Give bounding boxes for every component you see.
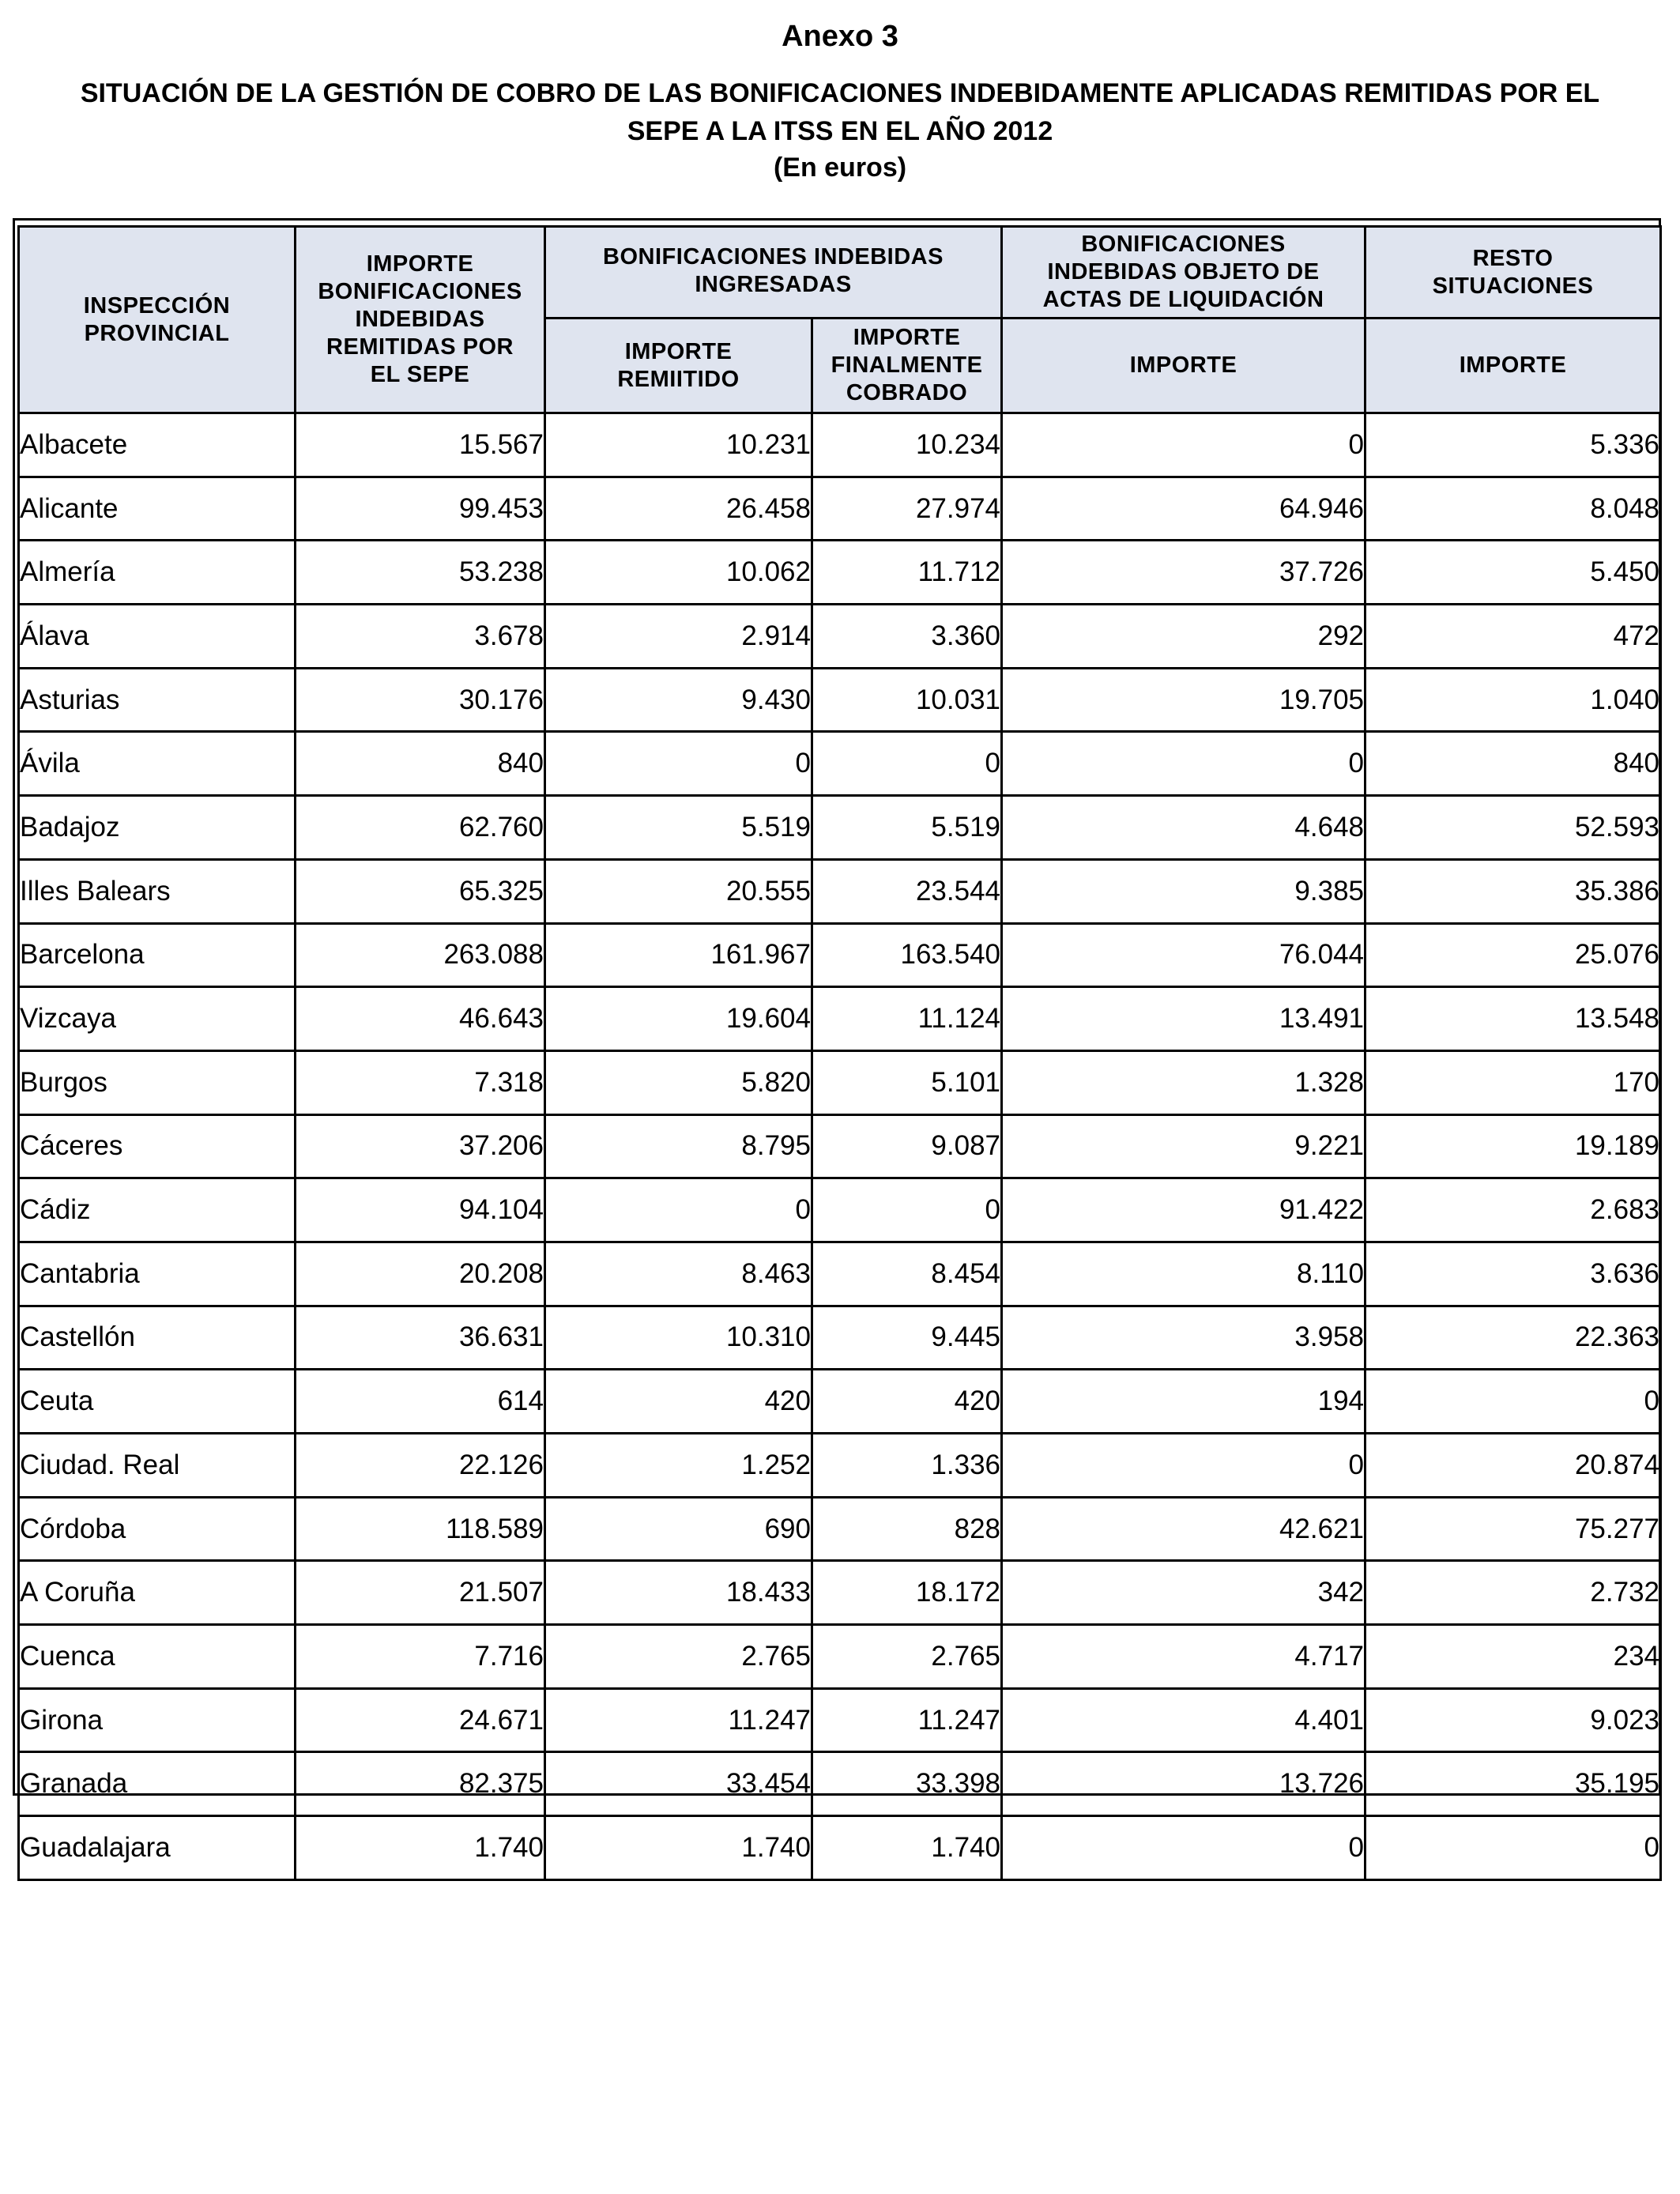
header-inspeccion-provincial <box>19 227 296 413</box>
cell-provincia: Almería <box>19 541 296 605</box>
cell-importe-remitidas: 36.631 <box>296 1306 545 1370</box>
header-text: INGRESADAS <box>695 272 852 297</box>
table-row <box>19 477 1661 541</box>
cell-importe-remitido: 26.458 <box>545 477 812 541</box>
cell-provincia: Ceuta <box>19 1370 296 1434</box>
table-row <box>19 605 1661 669</box>
cell-importe-remitido: 5.820 <box>545 1050 812 1114</box>
cell-importe-actas: 292 <box>1002 605 1365 669</box>
cell-importe-remitido: 5.519 <box>545 796 812 860</box>
cell-importe-resto: 170 <box>1365 1050 1661 1114</box>
table-row <box>19 796 1661 860</box>
cell-importe-remitidas: 21.507 <box>296 1561 545 1625</box>
cell-importe-remitido: 10.231 <box>545 413 812 477</box>
cell-importe-remitidas: 46.643 <box>296 987 545 1051</box>
cell-importe-remitido: 690 <box>545 1497 812 1561</box>
title-line-2: SEPE A LA ITSS EN EL AÑO 2012 <box>627 116 1053 146</box>
cell-importe-remitido: 19.604 <box>545 987 812 1051</box>
cell-provincia: Cuenca <box>19 1625 296 1689</box>
table-row <box>19 1625 1661 1689</box>
cell-provincia: Guadalajara <box>19 1816 296 1880</box>
header-text: ACTAS DE LIQUIDACIÓN <box>1042 287 1324 312</box>
cell-provincia: Castellón <box>19 1306 296 1370</box>
cell-importe-remitidas: 65.325 <box>296 859 545 923</box>
header-text: BONIFICACIONES INDEBIDAS <box>603 244 944 270</box>
cell-importe-remitido: 10.310 <box>545 1306 812 1370</box>
bonificaciones-table <box>17 225 1662 1881</box>
cell-provincia: Illes Balears <box>19 859 296 923</box>
cell-importe-remitido: 9.430 <box>545 668 812 732</box>
cell-importe-cobrado: 5.101 <box>812 1050 1002 1114</box>
cell-importe-remitidas: 22.126 <box>296 1434 545 1498</box>
cell-importe-remitido: 1.740 <box>545 1816 812 1880</box>
cell-provincia: Burgos <box>19 1050 296 1114</box>
cell-importe-resto: 9.023 <box>1365 1688 1661 1752</box>
cell-importe-actas: 0 <box>1002 1816 1365 1880</box>
cell-importe-cobrado: 11.247 <box>812 1688 1002 1752</box>
cell-importe-resto: 13.548 <box>1365 987 1661 1051</box>
cell-importe-resto: 234 <box>1365 1625 1661 1689</box>
cell-importe-cobrado: 420 <box>812 1370 1002 1434</box>
header-text: REMITIDAS POR <box>326 334 514 360</box>
cell-importe-actas: 0 <box>1002 1434 1365 1498</box>
header-text: SITUACIONES <box>1432 273 1594 299</box>
cell-importe-remitidas: 614 <box>296 1370 545 1434</box>
cell-importe-cobrado: 1.740 <box>812 1816 1002 1880</box>
cell-provincia: Badajoz <box>19 796 296 860</box>
cell-importe-remitidas: 3.678 <box>296 605 545 669</box>
cell-provincia: Girona <box>19 1688 296 1752</box>
cell-provincia: A Coruña <box>19 1561 296 1625</box>
cell-importe-resto: 52.593 <box>1365 796 1661 860</box>
table-row <box>19 1497 1661 1561</box>
cell-importe-actas: 91.422 <box>1002 1178 1365 1242</box>
cell-provincia: Córdoba <box>19 1497 296 1561</box>
cell-importe-cobrado: 11.124 <box>812 987 1002 1051</box>
table-row <box>19 1178 1661 1242</box>
table-row <box>19 1050 1661 1114</box>
cell-importe-actas: 4.401 <box>1002 1688 1365 1752</box>
cell-provincia: Barcelona <box>19 923 296 987</box>
cell-importe-remitidas: 1.740 <box>296 1816 545 1880</box>
header-resto-situaciones <box>1365 227 1661 319</box>
table-row <box>19 732 1661 796</box>
cell-importe-resto: 20.874 <box>1365 1434 1661 1498</box>
cell-importe-remitidas: 24.671 <box>296 1688 545 1752</box>
cell-provincia: Álava <box>19 605 296 669</box>
cell-importe-cobrado: 27.974 <box>812 477 1002 541</box>
cell-importe-resto: 472 <box>1365 605 1661 669</box>
header-text: IMPORTE <box>624 338 733 364</box>
cell-importe-resto: 2.683 <box>1365 1178 1661 1242</box>
cell-importe-cobrado: 1.336 <box>812 1434 1002 1498</box>
cell-importe-remitido: 2.914 <box>545 605 812 669</box>
cell-importe-remitidas: 99.453 <box>296 477 545 541</box>
table-row <box>19 987 1661 1051</box>
cell-importe-resto: 0 <box>1365 1370 1661 1434</box>
cell-importe-remitidas: 82.375 <box>296 1752 545 1816</box>
cell-importe-cobrado: 10.234 <box>812 413 1002 477</box>
cell-importe-remitidas: 37.206 <box>296 1114 545 1178</box>
cell-importe-actas: 3.958 <box>1002 1306 1365 1370</box>
cell-importe-remitido: 10.062 <box>545 541 812 605</box>
cell-provincia: Ávila <box>19 732 296 796</box>
cell-importe-cobrado: 5.519 <box>812 796 1002 860</box>
cell-importe-actas: 8.110 <box>1002 1242 1365 1306</box>
cell-importe-resto: 3.636 <box>1365 1242 1661 1306</box>
title-line-1: SITUACIÓN DE LA GESTIÓN DE COBRO DE LAS BONIFICACIONES INDEBIDAMENTE APLICADAS REMITIDAS POR EL <box>80 78 1600 108</box>
table-row <box>19 1370 1661 1434</box>
cell-importe-resto: 5.450 <box>1365 541 1661 605</box>
cell-importe-actas: 42.621 <box>1002 1497 1365 1561</box>
header-text: PROVINCIAL <box>84 320 230 346</box>
cell-importe-remitido: 8.795 <box>545 1114 812 1178</box>
cell-importe-remitidas: 263.088 <box>296 923 545 987</box>
cell-importe-remitido: 20.555 <box>545 859 812 923</box>
table-row <box>19 541 1661 605</box>
cell-importe-resto: 1.040 <box>1365 668 1661 732</box>
header-text: EL SEPE <box>370 362 470 387</box>
cell-importe-remitidas: 840 <box>296 732 545 796</box>
cell-importe-actas: 9.221 <box>1002 1114 1365 1178</box>
cell-importe-cobrado: 18.172 <box>812 1561 1002 1625</box>
table-body <box>19 413 1661 1880</box>
cell-importe-actas: 1.328 <box>1002 1050 1365 1114</box>
cell-importe-remitido: 1.252 <box>545 1434 812 1498</box>
cell-importe-remitido: 11.247 <box>545 1688 812 1752</box>
table-row <box>19 1306 1661 1370</box>
cell-importe-remitidas: 7.716 <box>296 1625 545 1689</box>
cell-importe-cobrado: 0 <box>812 1178 1002 1242</box>
cell-provincia: Alicante <box>19 477 296 541</box>
cell-importe-resto: 22.363 <box>1365 1306 1661 1370</box>
cell-provincia: Ciudad. Real <box>19 1434 296 1498</box>
cell-importe-cobrado: 23.544 <box>812 859 1002 923</box>
header-text: INDEBIDAS OBJETO DE <box>1047 259 1320 285</box>
cell-importe-actas: 76.044 <box>1002 923 1365 987</box>
cell-importe-resto: 8.048 <box>1365 477 1661 541</box>
cell-importe-remitido: 161.967 <box>545 923 812 987</box>
cell-importe-cobrado: 33.398 <box>812 1752 1002 1816</box>
cell-importe-actas: 4.648 <box>1002 796 1365 860</box>
table-row <box>19 1688 1661 1752</box>
cell-importe-actas: 64.946 <box>1002 477 1365 541</box>
header-text: COBRADO <box>846 380 968 405</box>
cell-importe-cobrado: 828 <box>812 1497 1002 1561</box>
header-text: REMIITIDO <box>617 366 740 392</box>
cell-importe-cobrado: 0 <box>812 732 1002 796</box>
annex-title: Anexo 3 <box>782 20 898 53</box>
header-text: IMPORTE <box>366 251 474 277</box>
cell-importe-resto: 75.277 <box>1365 1497 1661 1561</box>
cell-importe-resto: 19.189 <box>1365 1114 1661 1178</box>
table-row <box>19 859 1661 923</box>
cell-importe-remitido: 420 <box>545 1370 812 1434</box>
table-row <box>19 1561 1661 1625</box>
table-row <box>19 413 1661 477</box>
header-importe-finalmente-cobrado <box>812 319 1002 413</box>
cell-importe-remitido: 0 <box>545 1178 812 1242</box>
cell-importe-cobrado: 11.712 <box>812 541 1002 605</box>
cell-importe-remitidas: 118.589 <box>296 1497 545 1561</box>
cell-provincia: Vizcaya <box>19 987 296 1051</box>
cell-importe-actas: 342 <box>1002 1561 1365 1625</box>
cell-importe-resto: 2.732 <box>1365 1561 1661 1625</box>
table-row <box>19 1752 1661 1816</box>
cell-importe-remitido: 18.433 <box>545 1561 812 1625</box>
cell-importe-cobrado: 9.445 <box>812 1306 1002 1370</box>
cell-importe-actas: 13.726 <box>1002 1752 1365 1816</box>
cell-provincia: Albacete <box>19 413 296 477</box>
cell-importe-actas: 0 <box>1002 732 1365 796</box>
table-row <box>19 1114 1661 1178</box>
cell-importe-remitidas: 15.567 <box>296 413 545 477</box>
header-importe-remitidas <box>296 227 545 413</box>
cell-provincia: Cádiz <box>19 1178 296 1242</box>
header-text: RESTO <box>1472 245 1554 271</box>
cell-importe-remitido: 8.463 <box>545 1242 812 1306</box>
header-bonificaciones-ingresadas <box>545 227 1002 319</box>
cell-provincia: Cáceres <box>19 1114 296 1178</box>
cell-importe-cobrado: 8.454 <box>812 1242 1002 1306</box>
table-row <box>19 1242 1661 1306</box>
document-title <box>8 74 1672 150</box>
cell-importe-actas: 9.385 <box>1002 859 1365 923</box>
cell-importe-remitido: 33.454 <box>545 1752 812 1816</box>
table-row <box>19 923 1661 987</box>
cell-importe-remitidas: 20.208 <box>296 1242 545 1306</box>
cell-importe-resto: 25.076 <box>1365 923 1661 987</box>
cell-importe-remitido: 0 <box>545 732 812 796</box>
cell-importe-cobrado: 2.765 <box>812 1625 1002 1689</box>
header-text: BONIFICACIONES <box>318 279 522 304</box>
cell-importe-actas: 4.717 <box>1002 1625 1365 1689</box>
cell-importe-remitidas: 53.238 <box>296 541 545 605</box>
header-importe-actas: IMPORTE <box>1002 319 1365 413</box>
cell-provincia: Asturias <box>19 668 296 732</box>
cell-importe-resto: 5.336 <box>1365 413 1661 477</box>
header-text: BONIFICACIONES <box>1081 232 1286 257</box>
units-note: (En euros) <box>773 153 907 183</box>
cell-importe-actas: 19.705 <box>1002 668 1365 732</box>
cell-importe-remitidas: 30.176 <box>296 668 545 732</box>
cell-importe-actas: 0 <box>1002 413 1365 477</box>
table-row <box>19 1434 1661 1498</box>
header-importe-resto: IMPORTE <box>1365 319 1661 413</box>
cell-importe-resto: 35.195 <box>1365 1752 1661 1816</box>
cell-importe-resto: 840 <box>1365 732 1661 796</box>
header-text: FINALMENTE <box>831 352 983 378</box>
cell-importe-cobrado: 10.031 <box>812 668 1002 732</box>
cell-provincia: Cantabria <box>19 1242 296 1306</box>
cell-importe-cobrado: 3.360 <box>812 605 1002 669</box>
cell-importe-actas: 13.491 <box>1002 987 1365 1051</box>
header-text: IMPORTE <box>853 325 961 350</box>
cell-importe-remitidas: 62.760 <box>296 796 545 860</box>
header-text: INDEBIDAS <box>355 307 485 332</box>
cell-importe-remitidas: 94.104 <box>296 1178 545 1242</box>
cell-importe-actas: 194 <box>1002 1370 1365 1434</box>
cell-importe-resto: 0 <box>1365 1816 1661 1880</box>
cell-importe-resto: 35.386 <box>1365 859 1661 923</box>
cell-provincia: Granada <box>19 1752 296 1816</box>
cell-importe-cobrado: 9.087 <box>812 1114 1002 1178</box>
cell-importe-remitido: 2.765 <box>545 1625 812 1689</box>
cell-importe-remitidas: 7.318 <box>296 1050 545 1114</box>
header-actas-liquidacion <box>1002 227 1365 319</box>
cell-importe-actas: 37.726 <box>1002 541 1365 605</box>
table-row <box>19 1816 1661 1880</box>
header-text: INSPECCIÓN <box>83 292 231 319</box>
header-importe-remitido <box>545 319 812 413</box>
cell-importe-cobrado: 163.540 <box>812 923 1002 987</box>
table-row <box>19 668 1661 732</box>
